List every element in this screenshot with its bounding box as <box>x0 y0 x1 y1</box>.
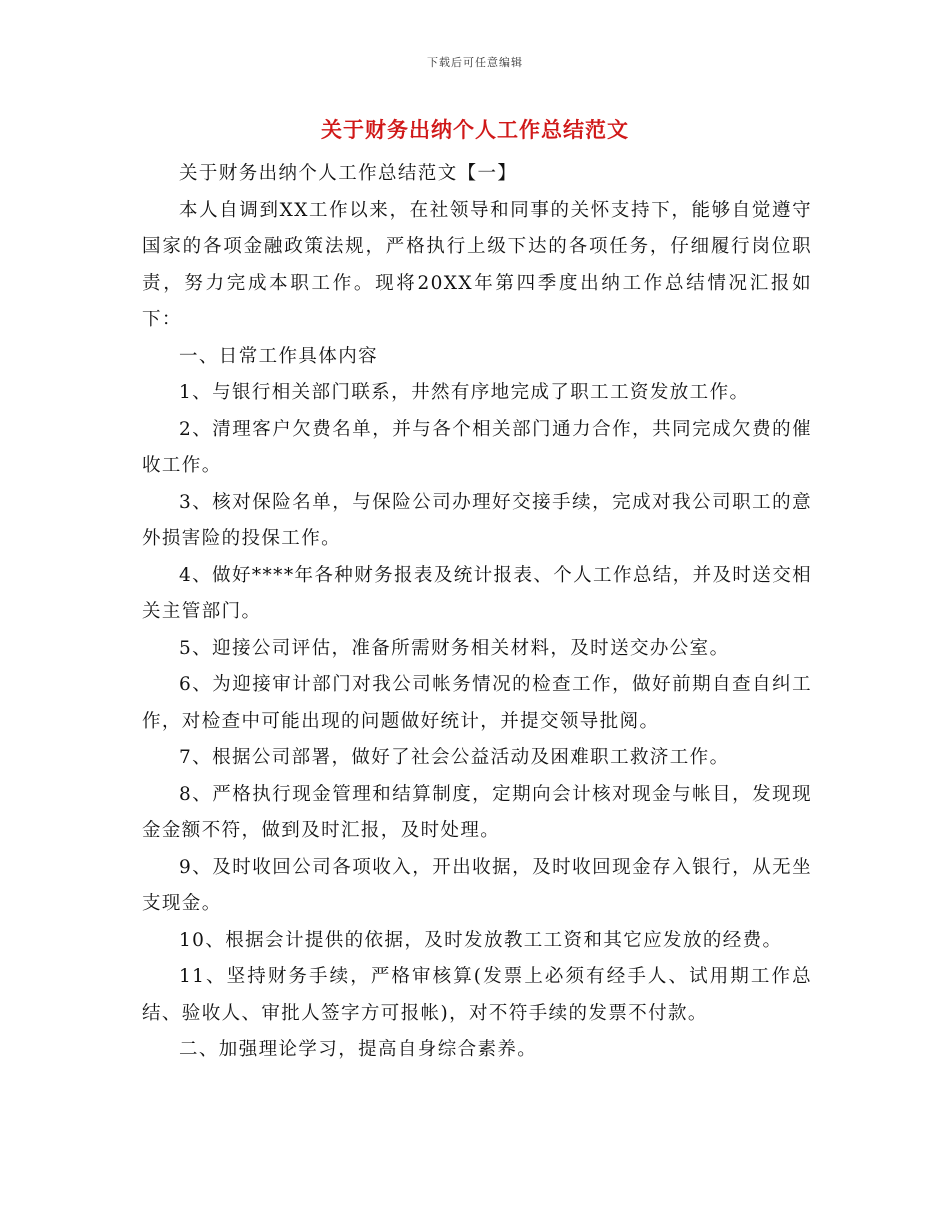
subsection-heading: 一、日常工作具体内容 <box>179 345 379 367</box>
intro-paragraph: 本人自调到XX工作以来，在社领导和同事的关怀支持下，能够自觉遵守国家的各项金融政策法规，严格执行上级下达的各项任务，仔细履行岗位职责，努力完成本职工作。现将20XX年第四季度出纳工作总结情况汇报如下： <box>142 199 812 330</box>
list-item: 9、及时收回公司各项收入，开出收据，及时收回现金存入银行，从无坐支现金。 <box>142 856 812 914</box>
section-heading: 关于财务出纳个人工作总结范文【一】 <box>179 163 518 184</box>
list-item: 6、为迎接审计部门对我公司帐务情况的检查工作，做好前期自查自纠工作，对检查中可能出现的问题做好统计，并提交领导批阅。 <box>142 674 812 732</box>
list-item: 10、根据会计提供的依据，及时发放教工工资和其它应发放的经费。 <box>179 929 783 951</box>
list-item: 5、迎接公司评估，准备所需财务相关材料，及时送交办公室。 <box>179 637 730 659</box>
list-item: 2、清理客户欠费名单，并与各个相关部门通力合作，共同完成欠费的催收工作。 <box>142 418 812 476</box>
document-title: 关于财务出纳个人工作总结范文 <box>321 117 629 142</box>
header-note: 下载后可任意编辑 <box>427 56 523 69</box>
document-body <box>142 156 812 1069</box>
list-item: 8、严格执行现金管理和结算制度，定期向会计核对现金与帐目，发现现金金额不符，做到及时汇报，及时处理。 <box>142 783 812 841</box>
list-item: 1、与银行相关部门联系，井然有序地完成了职工工资发放工作。 <box>179 382 750 403</box>
list-item: 11、坚持财务手续，严格审核算(发票上必须有经手人、试用期工作总结、验收人、审批人签字方可报帐)，对不符手续的发票不付款。 <box>142 966 812 1024</box>
subsection-heading: 二、加强理论学习，提高自身综合素养。 <box>179 1039 538 1060</box>
list-item: 4、做好****年各种财务报表及统计报表、个人工作总结，并及时送交相关主管部门。 <box>142 564 812 622</box>
list-item: 7、根据公司部署，做好了社会公益活动及困难职工救济工作。 <box>179 747 730 768</box>
list-item: 3、核对保险名单，与保险公司办理好交接手续，完成对我公司职工的意外损害险的投保工作。 <box>142 491 812 549</box>
